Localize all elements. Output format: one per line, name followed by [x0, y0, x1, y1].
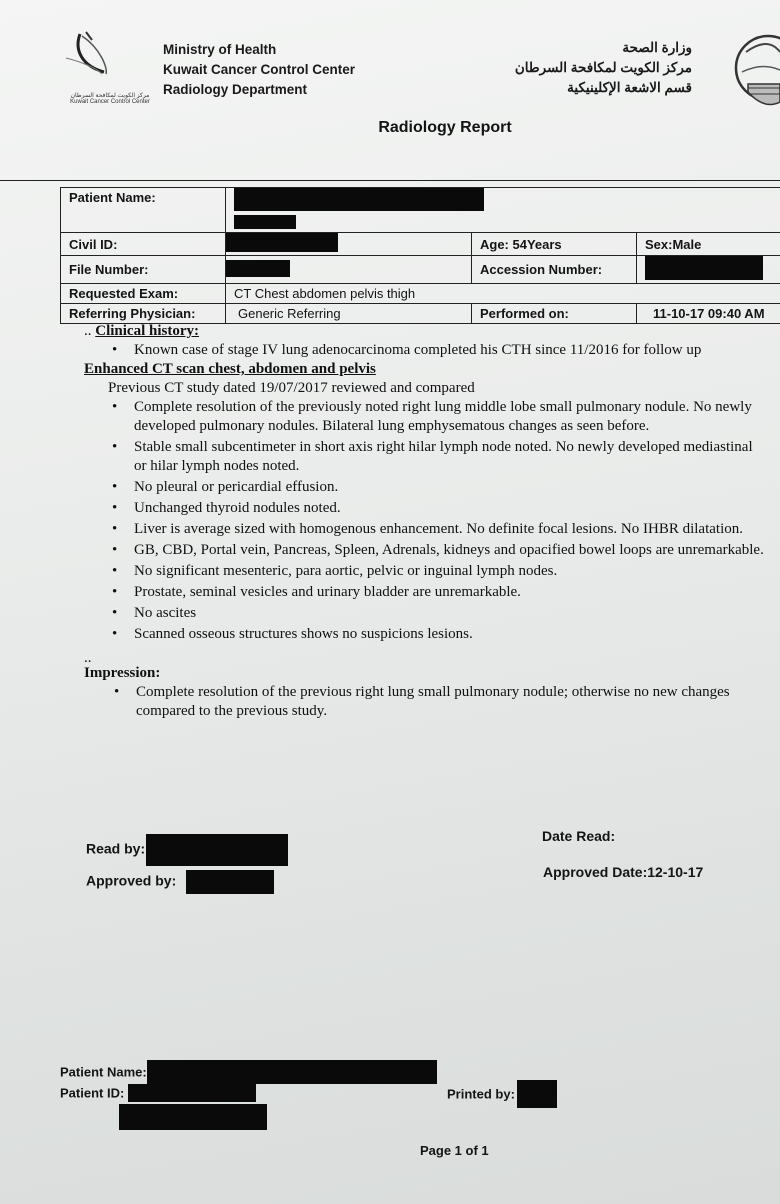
- patient-name-value: [226, 188, 780, 233]
- clinical-history-list: [108, 341, 718, 360]
- civil-id-value: [226, 233, 472, 256]
- footer-patient-block: [60, 1060, 437, 1133]
- heading-prefix: ..: [84, 323, 92, 339]
- age-cell: Age: 54Years: [472, 233, 637, 256]
- redaction-bar: [186, 870, 274, 894]
- approved-by: [86, 870, 274, 894]
- redaction-bar: [234, 188, 484, 211]
- footer-patient-id-label: Patient ID:: [60, 1085, 125, 1101]
- list-item: • Known case of stage IV lung adenocarcinoma completed his CTH since 11/2016 for follow up: [108, 341, 718, 360]
- logo-caption-arabic: مركز الكويت لمكافحة السرطان: [70, 93, 150, 99]
- file-number-label: File Number:: [61, 256, 226, 284]
- redaction-bar: [226, 260, 290, 277]
- page-number: Page 1 of 1: [420, 1143, 489, 1158]
- sex-cell: Sex:Male: [637, 233, 780, 256]
- redaction-bar: [226, 233, 338, 252]
- list-item: • Unchanged thyroid nodules noted.: [108, 499, 768, 518]
- kuwait-emblem-icon: [732, 32, 780, 118]
- redaction-bar: [234, 215, 296, 229]
- list-item: • Prostate, seminal vesicles and urinary bladder are unremarkable.: [108, 583, 768, 602]
- header-center: Kuwait Cancer Control Center: [163, 62, 356, 77]
- footer-patient-name: [60, 1060, 437, 1084]
- read-by-label: Read by:: [86, 840, 146, 857]
- header-arabic-department: قسم الاشعة الإكلينيكية: [567, 80, 692, 95]
- referring-physician-value: Generic Referring: [226, 304, 472, 324]
- printed-by: [447, 1080, 557, 1108]
- patient-name-label: Patient Name:: [61, 188, 226, 233]
- table-row: [61, 256, 780, 284]
- list-item: • No ascites: [108, 604, 768, 623]
- redaction-bar: [517, 1080, 557, 1108]
- read-by: [86, 834, 288, 866]
- requested-exam-label: Requested Exam:: [61, 284, 226, 304]
- impression-prefix: ..: [84, 650, 92, 666]
- header-divider: [0, 180, 780, 181]
- redaction-bar: [119, 1104, 267, 1130]
- printed-by-label: Printed by:: [447, 1086, 515, 1102]
- file-number-value: [226, 256, 472, 284]
- header-department: Radiology Department: [163, 82, 308, 97]
- findings-list: [108, 398, 768, 644]
- findings-heading: Enhanced CT scan chest, abdomen and pelvis: [84, 361, 376, 377]
- clinical-history-heading: [84, 322, 774, 341]
- header-ministry: Ministry of Health: [163, 42, 277, 57]
- list-item: • Stable small subcentimeter in short axis right hilar lymph node noted. No newly developed mediastinal or hilar lymph nodes noted.: [108, 438, 768, 476]
- performed-on-label: Performed on:: [472, 304, 637, 324]
- patient-info-table: [60, 187, 780, 324]
- findings-intro: Previous CT study dated 19/07/2017 reviewed and compared: [108, 380, 475, 396]
- impression-heading: Impression:: [84, 665, 161, 681]
- table-row: [61, 233, 780, 256]
- approved-by-label: Approved by:: [86, 872, 177, 889]
- header-arabic-ministry: وزارة الصحة: [622, 40, 692, 55]
- accession-value: [637, 256, 780, 284]
- list-item: • Scanned osseous structures shows no suspicions lesions.: [108, 625, 768, 644]
- list-item: • GB, CBD, Portal vein, Pancreas, Spleen, Adrenals, kidneys and opacified bowel loops are unremarkable.: [108, 541, 768, 560]
- header-english: [163, 40, 355, 100]
- report-title: Radiology Report: [378, 119, 512, 136]
- redaction-bar: [147, 1060, 437, 1084]
- header-arabic-center: مركز الكويت لمكافحة السرطان: [514, 60, 692, 75]
- logo-caption: [60, 92, 160, 105]
- performed-on-value: 11-10-17 09:40 AM: [637, 304, 780, 324]
- list-item: • Complete resolution of the previous right lung small pulmonary nodule; otherwise no new changes compared to the previous study.: [110, 683, 770, 721]
- redaction-bar: [645, 256, 763, 280]
- civil-id-label: Civil ID:: [61, 233, 226, 256]
- requested-exam-value: CT Chest abdomen pelvis thigh: [226, 284, 780, 304]
- clinical-history-title: Clinical history:: [95, 323, 199, 339]
- list-item: • Complete resolution of the previously noted right lung middle lobe small pulmonary nodule. No newly developed pulmonary nodules. Bilateral lung emphysematous changes as seen before.: [108, 398, 768, 436]
- footer-patient-id: [60, 1084, 437, 1104]
- report-body: [84, 322, 774, 721]
- date-read-label: Date Read:: [542, 828, 616, 844]
- table-row: [61, 304, 780, 324]
- table-row: [61, 188, 780, 233]
- table-row: [61, 284, 780, 304]
- accession-label: Accession Number:: [472, 256, 637, 284]
- footer-patient-name-label: Patient Name:: [60, 1064, 147, 1080]
- referring-physician-label: Referring Physician:: [61, 304, 226, 324]
- logo-caption-english: Kuwait Cancer Control Center: [70, 99, 150, 105]
- list-item: • Liver is average sized with homogenous enhancement. No definite focal lesions. No IHBR dilatation.: [108, 520, 768, 539]
- header-arabic: [515, 38, 692, 98]
- redaction-bar: [128, 1084, 256, 1102]
- impression-list: [110, 683, 770, 721]
- redaction-bar: [146, 834, 288, 866]
- list-item: • No significant mesenteric, para aortic, pelvic or inguinal lymph nodes.: [108, 562, 768, 581]
- approved-date: Approved Date:12-10-17: [543, 864, 704, 880]
- list-item: • No pleural or pericardial effusion.: [108, 478, 768, 497]
